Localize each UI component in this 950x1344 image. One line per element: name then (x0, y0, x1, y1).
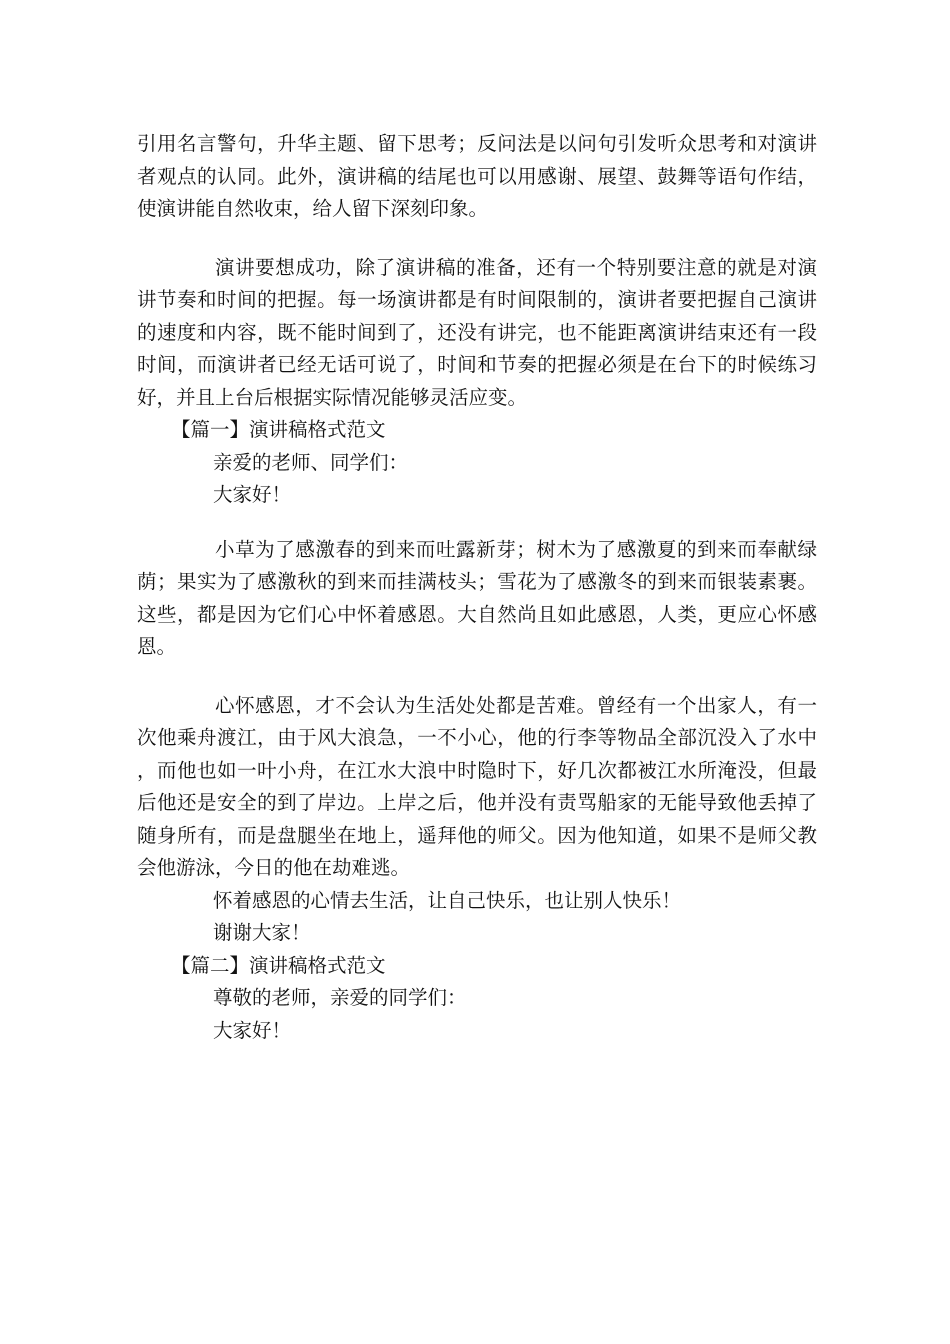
salutation-2: 尊敬的老师，亲爱的同学们： (213, 986, 467, 1009)
greeting-2: 大家好！ (213, 1018, 292, 1042)
speech-paragraph-happiness: 怀着感恩的心情去生活，让自己快乐，也让别人快乐！ (213, 888, 682, 912)
greeting-1: 大家好！ (213, 483, 292, 506)
paragraph-timing-rhythm: 演讲要想成功，除了演讲稿的准备，还有一个特别要注意的就是对演讲节奏和时间的把握。每一场演讲都是有时间限制的，演讲者要把握自己演讲的速度和内容，既不能时间到了，还没有讲完，也不能距离演讲结束还有一段时间，而演讲者已经无话可说了，时间和节奏的把握必须是在台下的时候练习好，并且上台后根据实际情况能够灵活应变。 (137, 255, 817, 409)
document-page (137, 128, 817, 1047)
salutation-1: 亲爱的老师、同学们： (213, 450, 409, 474)
section-heading-1: 【篇一】演讲稿格式范文 (171, 418, 386, 441)
speech-paragraph-gratitude-nature: 小草为了感激春的到来而吐露新芽；树木为了感激夏的到来而奉献绿荫；果实为了感激秋的到来而挂满枝头；雪花为了感激冬的到来而银装素裹。这些，都是因为它们心中怀着感恩。大自然尚且如此感恩，人类，更应心怀感恩。 (137, 537, 817, 658)
section-heading-2: 【篇二】演讲稿格式范文 (171, 953, 386, 977)
speech-paragraph-monk-story: 心怀感恩，才不会认为生活处处都是苦难。曾经有一个出家人，有一次他乘舟渡江，由于风大浪急，一不小心，他的行李等物品全部沉没入了水中，而他也如一叶小舟，在江水大浪中时隐时下，好几次都被江水所淹没，但最后他还是安全的到了岸边。上岸之后，他并没有责骂船家的无能导致他丢掉了随身所有，而是盘腿坐在地上，遥拜他的师父。因为他知道，如果不是师父教会他游泳，今日的他在劫难逃。 (137, 693, 817, 879)
paragraph-ending-methods: 引用名言警句，升华主题、留下思考；反问法是以问句引发听众思考和对演讲者观点的认同。此外，演讲稿的结尾也可以用感谢、展望、鼓舞等语句作结，使演讲能自然收束，给人留下深刻印象。 (137, 132, 817, 220)
closing-thanks: 谢谢大家！ (213, 921, 311, 944)
